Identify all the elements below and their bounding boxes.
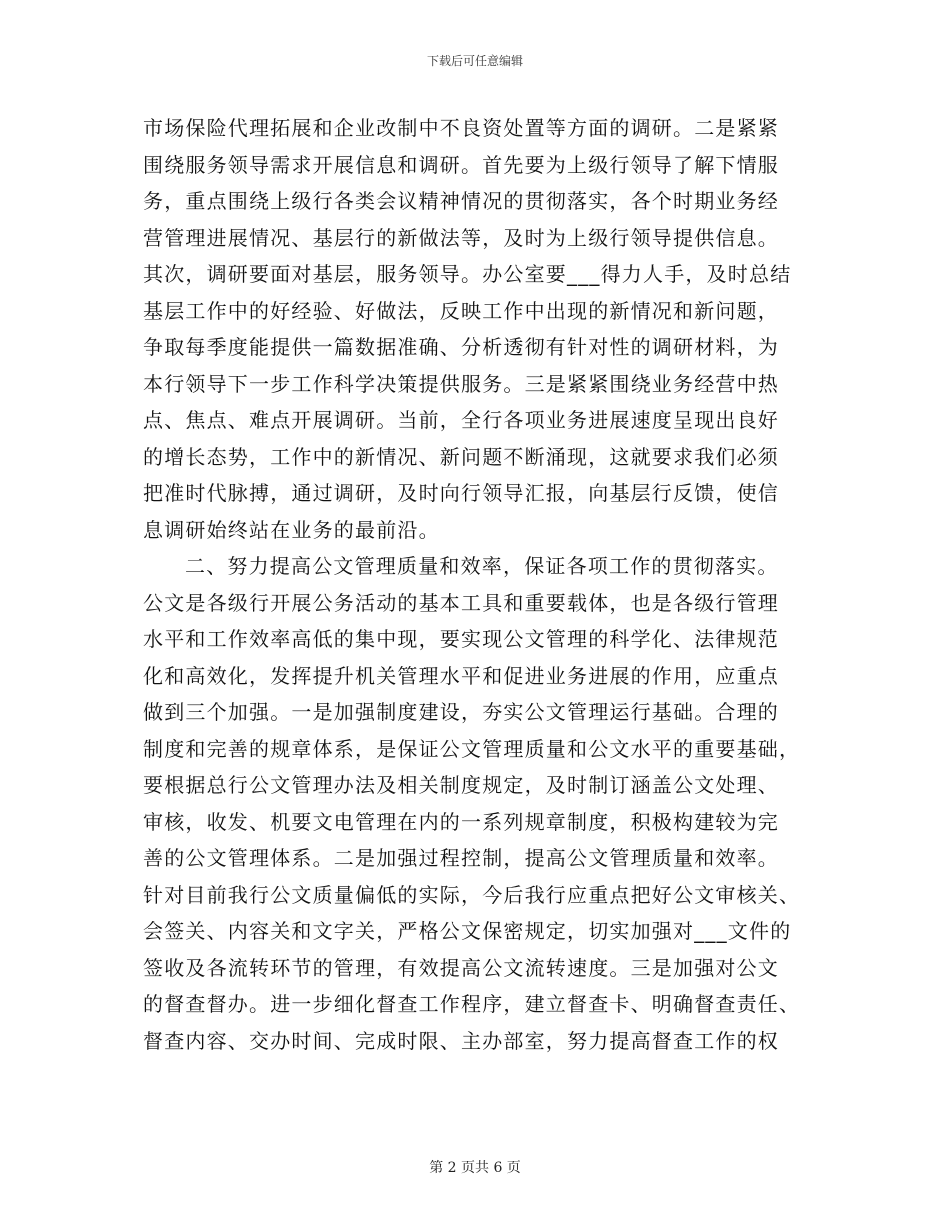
text-line: 化和高效化，发挥提升机关管理水平和促进业务进展的作用，应重点 — [143, 663, 779, 688]
text-line: 制度和完善的规章体系，是保证公文管理质量和公文水平的重要基础， — [143, 736, 801, 761]
text-line: 善的公文管理体系。二是加强过程控制，提高公文管理质量和效率。 — [143, 846, 779, 870]
text-line: 督查内容、交办时间、完成时限、主办部室，努力提高督查工作的权 — [143, 1028, 779, 1053]
text-line: 签收及各流转环节的管理，有效提高公文流转速度。三是加强对公文 — [143, 955, 779, 980]
text-line: 基层工作中的好经验、好做法，反映工作中出现的新情况和新问题， — [143, 298, 779, 323]
text-line: 做到三个加强。一是加强制度建设，夯实公文管理运行基础。合理的 — [143, 700, 779, 724]
text-line: 公文是各级行开展公务活动的基本工具和重要载体，也是各级行管理 — [143, 590, 779, 615]
text-line: 水平和工作效率高低的集中现，要实现公文管理的科学化、法律规范 — [143, 627, 779, 651]
text-line: 要根据总行公文管理办法及相关制度规定，及时制订涵盖公文处理、 — [143, 773, 779, 797]
text-line: 点、焦点、难点开展调研。当前，全行各项业务进展速度呈现出良好 — [143, 408, 779, 432]
page-header: 下载后可任意编辑 — [426, 54, 523, 68]
text-line: 会签关、内容关和文字关，严格公文保密规定，切实加强对___文件的 — [143, 919, 792, 943]
text-line: 二、努力提高公文管理质量和效率，保证各项工作的贯彻落实。 — [185, 554, 779, 578]
text-line: 围绕服务领导需求开展信息和调研。首先要为上级行领导了解下情服 — [143, 152, 779, 177]
text-line: 本行领导下一步工作科学决策提供服务。三是紧紧围绕业务经营中热 — [143, 371, 779, 396]
page-footer: 第 2 页共 6 页 — [429, 1160, 521, 1176]
text-line: 息调研始终站在业务的最前沿。 — [143, 517, 440, 542]
text-line: 针对目前我行公文质量偏低的实际，今后我行应重点把好公文审核关、 — [143, 882, 801, 907]
text-line: 的督查督办。进一步细化督查工作程序，建立督查卡、明确督查责任、 — [143, 992, 801, 1016]
text-line: 审核，收发、机要文电管理在内的一系列规章制度，积极构建较为完 — [143, 809, 779, 834]
text-line: 务，重点围绕上级行各类会议精神情况的贯彻落实，各个时期业务经 — [143, 189, 779, 213]
text-line: 把准时代脉搏，通过调研，及时向行领导汇报，向基层行反馈，使信 — [143, 481, 779, 505]
text-line: 争取每季度能提供一篇数据准确、分析透彻有针对性的调研材料，为 — [143, 335, 779, 359]
text-line: 市场保险代理拓展和企业改制中不良资处置等方面的调研。二是紧紧 — [143, 116, 779, 140]
body-text — [143, 110, 813, 1059]
text-line: 其次，调研要面对基层，服务领导。办公室要___得力人手，及时总结 — [143, 262, 792, 286]
text-line: 的增长态势，工作中的新情况、新问题不断涌现，这就要求我们必须 — [143, 444, 779, 469]
text-line: 营管理进展情况、基层行的新做法等，及时为上级行领导提供信息。 — [143, 225, 779, 250]
